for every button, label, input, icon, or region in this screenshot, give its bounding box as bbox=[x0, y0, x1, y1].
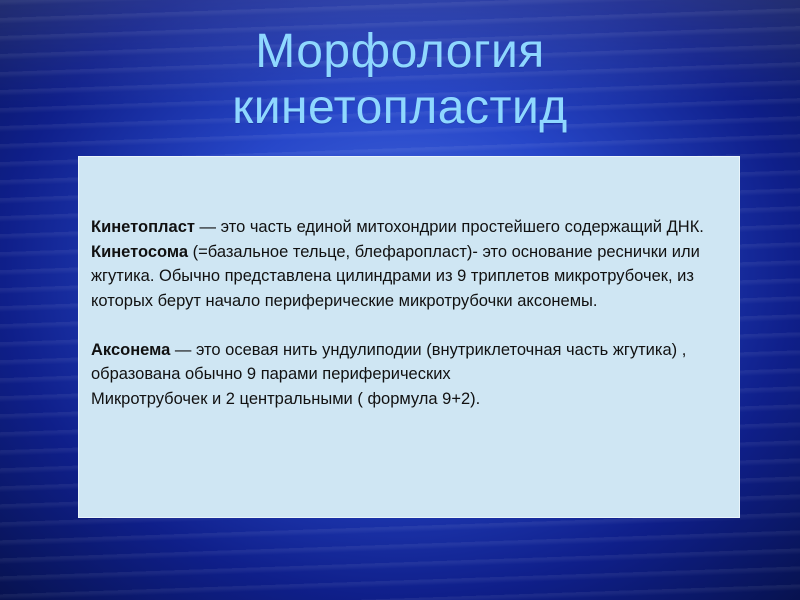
term-kinetoplast: Кинетопласт bbox=[91, 218, 195, 236]
slide-title-line-2: кинетопластид bbox=[232, 81, 568, 134]
slide-title-line-1: Морфология bbox=[255, 25, 545, 78]
paragraph-kinetosome bbox=[91, 240, 727, 314]
paragraph-spacer bbox=[91, 313, 727, 338]
content-textbox bbox=[78, 156, 740, 518]
paragraph-kinetoplast bbox=[91, 215, 727, 240]
definition-axoneme-continuation: Микротрубочек и 2 центральными ( формула 9+2). bbox=[91, 389, 481, 408]
paragraph-axoneme bbox=[91, 338, 727, 412]
definition-kinetoplast: — это часть единой митохондрии простейшего содержащий ДНК. bbox=[194, 218, 704, 236]
definition-kinetosome: (=базальное тельце, блефаропласт)- это основание реснички или жгутика. Обычно представлена цилиндрами из 9 триплетов микротрубочек, из которых берут начало периферические микротрубочки аксонемы. bbox=[91, 242, 700, 310]
term-kinetosome: Кинетосома bbox=[91, 242, 189, 261]
term-axoneme: Аксонема bbox=[91, 340, 171, 359]
slide-title bbox=[0, 24, 800, 136]
definition-axoneme: — это осевая нить ундулиподии (внутриклеточная часть жгутика) , образована обычно 9 парами периферических bbox=[91, 340, 687, 383]
